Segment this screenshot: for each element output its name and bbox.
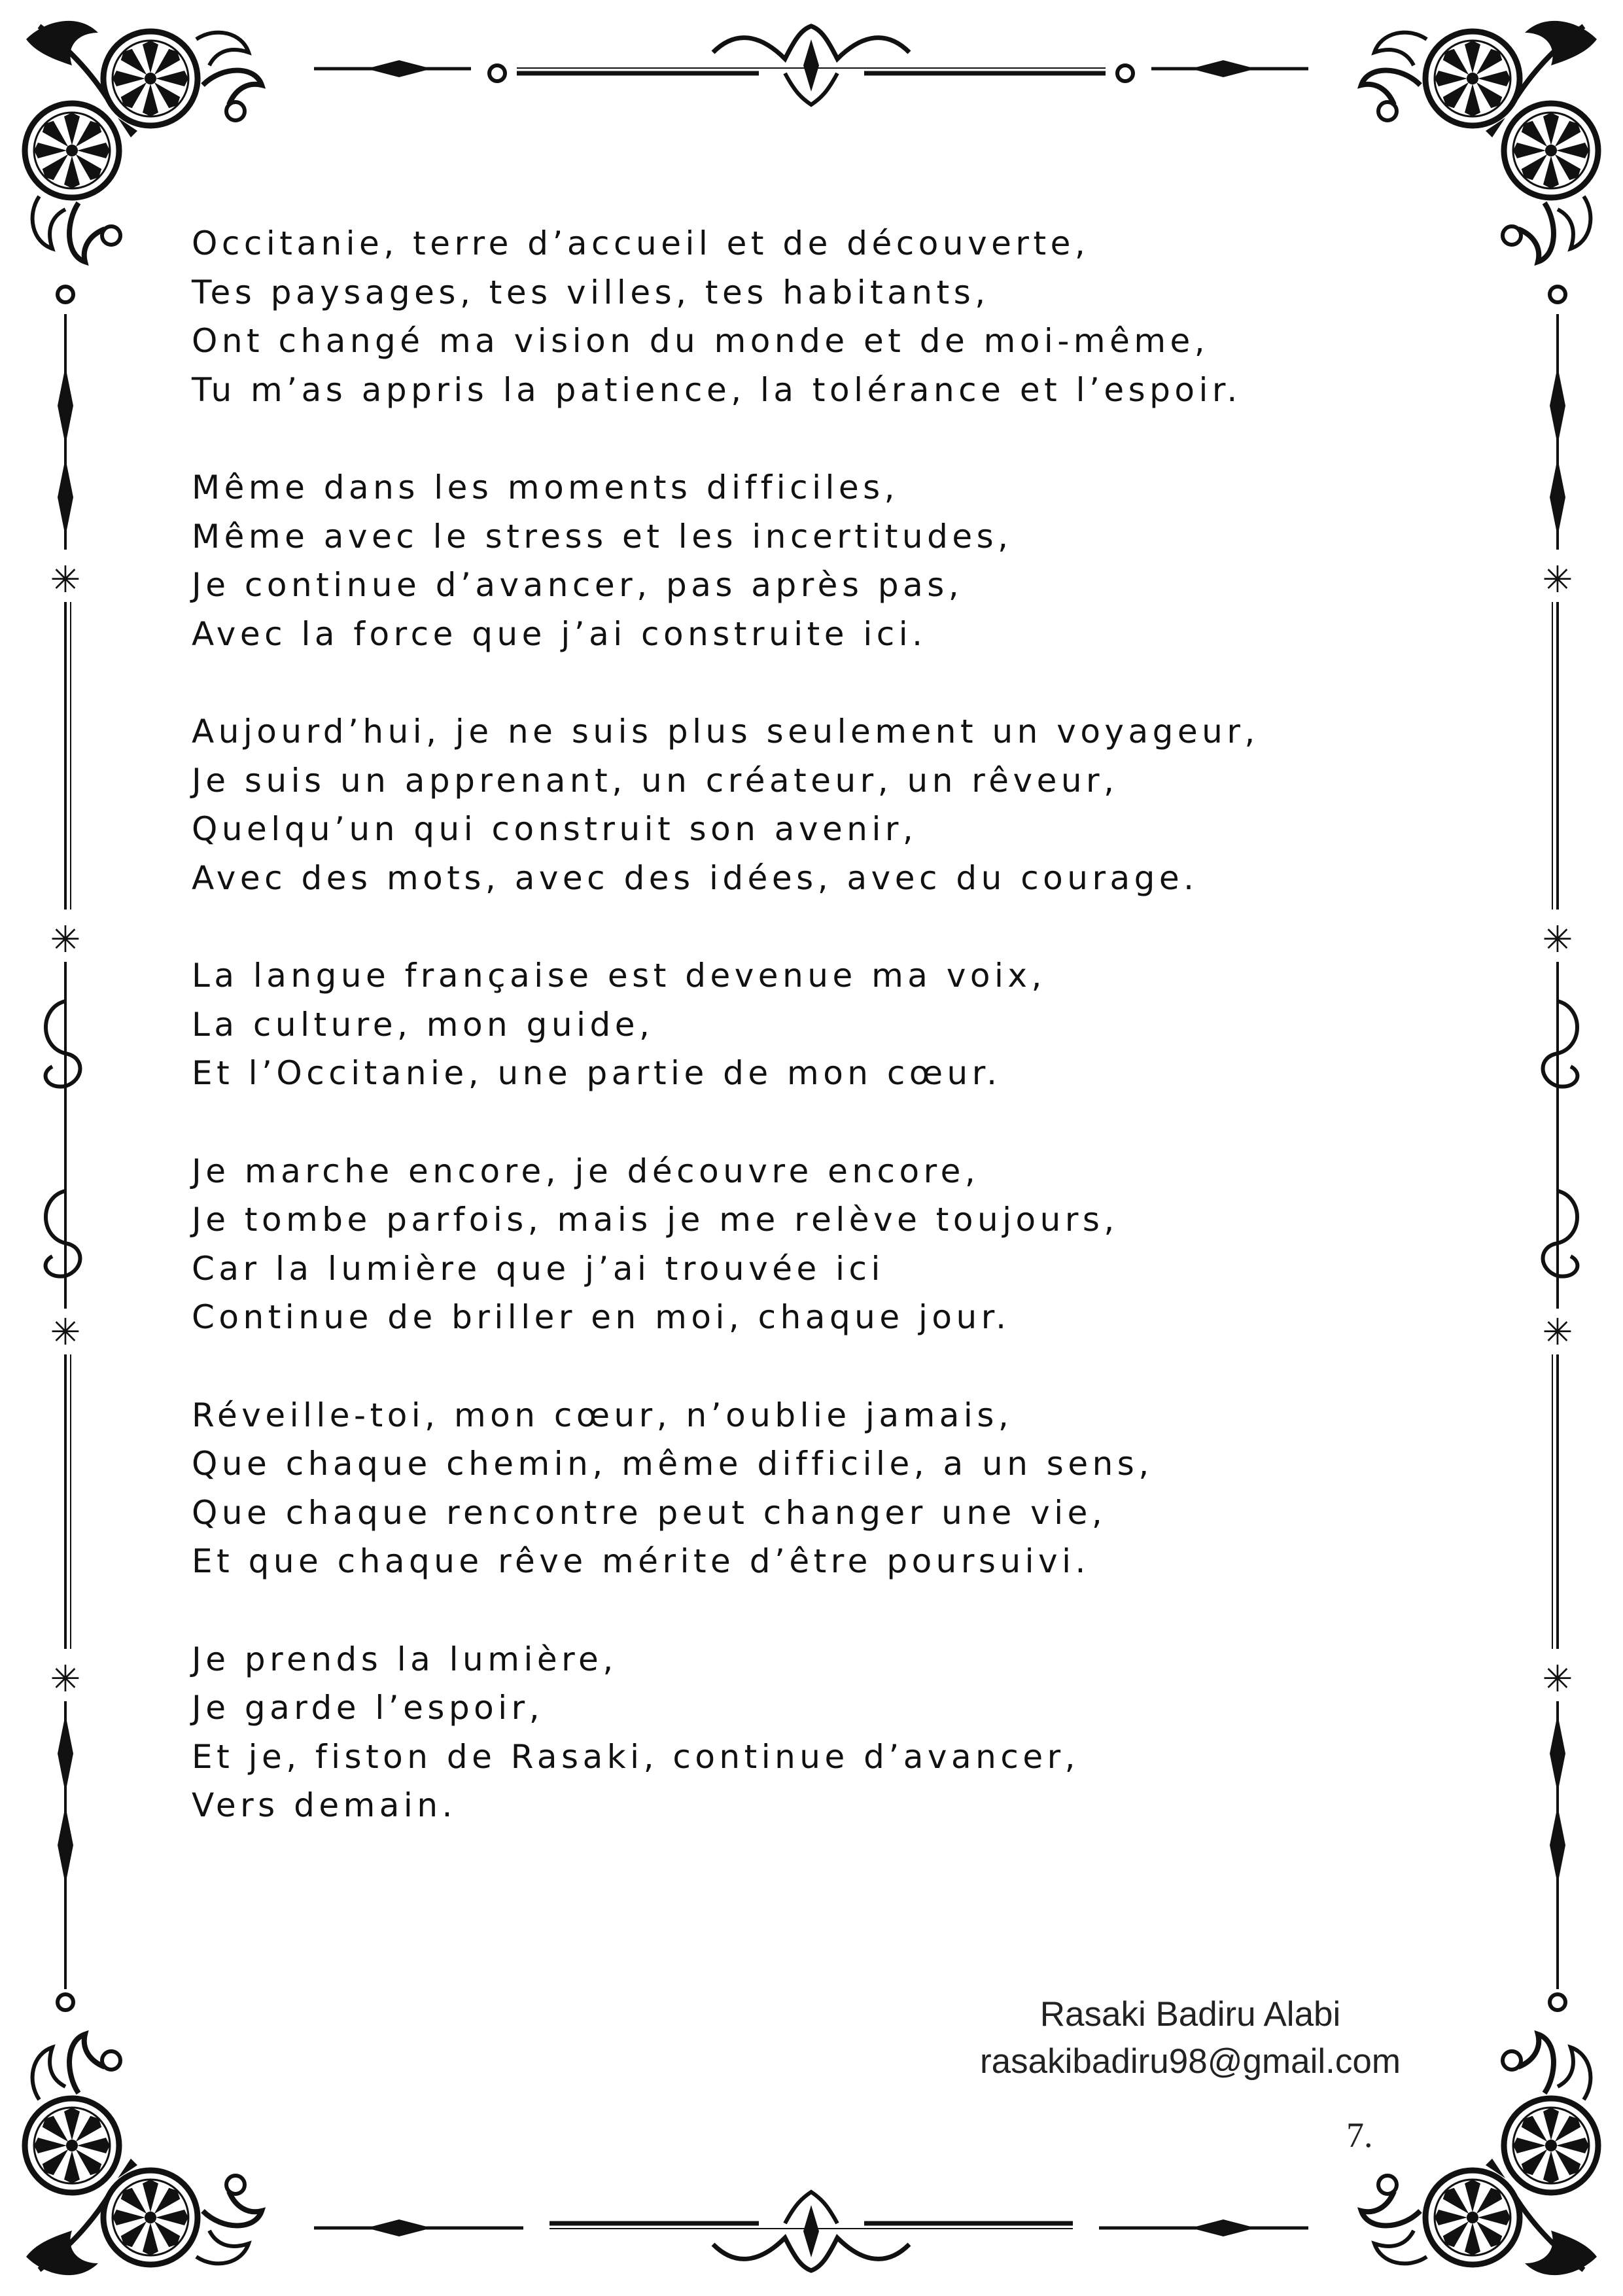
svg-text:✳: ✳ [50, 1311, 81, 1354]
stanza-4 [192, 951, 1467, 1098]
poem-line: Je suis un apprenant, un créateur, un rêveur, [192, 761, 1119, 800]
poem-line: Même avec le stress et les incertitudes, [192, 517, 1013, 556]
svg-text:✳: ✳ [1542, 1658, 1573, 1701]
svg-text:✳: ✳ [1542, 559, 1573, 601]
poem-line: Je garde l’espoir, [192, 1689, 544, 1727]
page-number: 7. [1346, 2115, 1373, 2155]
poem-line: Continue de briller en moi, chaque jour. [192, 1298, 1011, 1336]
poem-line: Même dans les moments difficiles, [192, 468, 899, 506]
poem-line: Et l’Occitanie, une partie de mon cœur. [192, 1054, 1002, 1092]
poem-line: Avec des mots, avec des idées, avec du courage. [192, 858, 1198, 897]
author-name: Rasaki Badiru Alabi [1039, 1995, 1341, 2034]
stanza-6 [192, 1391, 1467, 1586]
poem-line: Et que chaque rêve mérite d’être poursuivi. [192, 1542, 1090, 1580]
poem-line: Occitanie, terre d’accueil et de découverte, [192, 224, 1090, 262]
poem-line: Je tombe parfois, mais je me relève toujours, [192, 1201, 1119, 1239]
poem-line: La culture, mon guide, [192, 1005, 654, 1044]
poem-line: Vers demain. [192, 1786, 457, 1824]
poem-line: Tes paysages, tes villes, tes habitants, [192, 273, 990, 311]
stanza-5 [192, 1147, 1467, 1342]
stanza-1 [192, 219, 1467, 414]
stanza-3 [192, 707, 1467, 902]
poem-line: Que chaque rencontre peut changer une vie, [192, 1493, 1107, 1532]
poem-line: La langue française est devenue ma voix, [192, 957, 1046, 995]
poem-line: Ont changé ma vision du monde et de moi-même, [192, 322, 1210, 360]
poem-line: Que chaque chemin, même difficile, a un sens, [192, 1445, 1153, 1483]
svg-text:✳: ✳ [50, 919, 81, 961]
author-signature [980, 1991, 1401, 2085]
svg-text:✳: ✳ [1542, 1311, 1573, 1354]
poem-line: Avec la force que j’ai construite ici. [192, 614, 927, 653]
poem-line: Je marche encore, je découvre encore, [192, 1152, 980, 1190]
poem-line: Tu m’as appris la patience, la tolérance et l’espoir. [192, 370, 1242, 409]
svg-text:✳: ✳ [50, 559, 81, 601]
poem-line: Aujourd’hui, je ne suis plus seulement un voyageur, [192, 713, 1259, 751]
stanza-2 [192, 463, 1467, 658]
poem-line: Quelqu’un qui construit son avenir, [192, 810, 918, 848]
poem-line: Je prends la lumière, [192, 1640, 618, 1678]
poem-line: Je continue d’avancer, pas après pas, [192, 566, 964, 604]
svg-text:✳: ✳ [1542, 919, 1573, 961]
poem-line: Réveille-toi, mon cœur, n’oublie jamais, [192, 1396, 1013, 1434]
author-email: rasakibadiru98@gmail.com [980, 2042, 1401, 2081]
poem-body [192, 219, 1467, 1879]
stanza-7 [192, 1635, 1467, 1830]
poem-line: Et je, fiston de Rasaki, continue d’avancer, [192, 1737, 1080, 1776]
svg-text:✳: ✳ [50, 1658, 81, 1701]
poem-line: Car la lumière que j’ai trouvée ici [192, 1249, 884, 1288]
